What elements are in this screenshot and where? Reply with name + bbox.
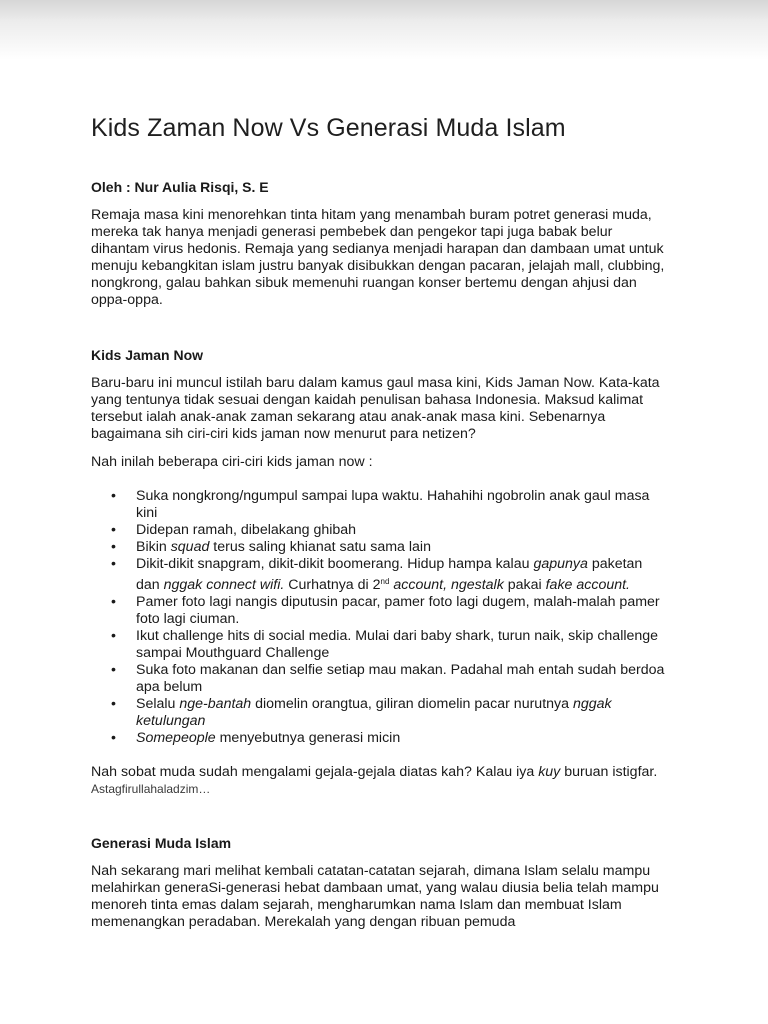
author-line: Oleh : Nur Aulia Risqi, S. E: [91, 179, 269, 195]
italic-text: fake account.: [545, 577, 631, 593]
text-line: [136, 730, 691, 747]
text-line: [136, 539, 691, 556]
text-run: Dikit-dikit snapgram, dikit-dikit boomerang. Hidup hampa kalau: [136, 556, 534, 572]
italic-text: Somepeople: [136, 730, 216, 746]
bullet-icon: •: [111, 628, 116, 644]
list-item: [91, 662, 691, 696]
italic-text: nge-bantah: [179, 696, 252, 712]
closing-paragraph: [91, 764, 681, 781]
italic-text: nggak connect wifi.: [163, 577, 285, 593]
italic-text: kuy: [538, 764, 561, 780]
text-line: Suka foto makanan dan selfie setiap mau makan. Padahal mah entah sudah berdoa: [136, 662, 665, 678]
text-line: Remaja masa kini menorehkan tinta hitam yang menambah buram potret generasi muda,: [91, 207, 652, 223]
section2-paragraph: [91, 863, 681, 931]
text-line: Baru-baru ini muncul istilah baru dalam kamus gaul masa kini, Kids Jaman Now. Kata-kata: [91, 375, 660, 391]
text-line: [136, 696, 691, 713]
text-run: Selalu: [136, 696, 180, 712]
superscript: nd: [380, 577, 390, 586]
intro-paragraph: [91, 207, 681, 309]
bullet-icon: •: [111, 662, 116, 678]
text-line: sampai Mouthguard Challenge: [136, 645, 330, 661]
text-line: kini: [136, 505, 158, 521]
list-item: [91, 522, 691, 539]
bullet-icon: •: [111, 539, 116, 555]
text-run: buruan istigfar.: [560, 764, 658, 780]
text-line: foto lagi ciuman.: [136, 611, 240, 627]
section-heading-generasi-muda-islam: Generasi Muda Islam: [91, 835, 232, 851]
text-line: Suka nongkrong/ngumpul sampai lupa waktu. Hahahihi ngobrolin anak gaul masa: [136, 488, 650, 504]
list-item: [91, 628, 691, 662]
text-line: apa belum: [136, 679, 203, 695]
bullet-icon: •: [111, 488, 116, 504]
text-line: tersebut ialah anak-anak zaman sekarang atau anak-anak masa kini. Sebenarnya: [91, 409, 606, 425]
bullet-icon: •: [111, 696, 116, 712]
list-item: [91, 730, 691, 747]
text-line: melahirkan generaSi-generasi hebat dambaan umat, yang walau diusia belia telah mampu: [91, 880, 659, 896]
text-line: dihantam virus hedonis. Remaja yang sedianya menjadi harapan dan dambaan umat untuk: [91, 241, 664, 257]
text-line: Pamer foto lagi nangis diputusin pacar, pamer foto lagi dugem, malah-malah pamer: [136, 594, 660, 610]
text-line: [136, 573, 691, 594]
text-line: Nah inilah beberapa ciri-ciri kids jaman now :: [91, 454, 373, 470]
bullet-icon: •: [111, 522, 116, 538]
text-run: diomelin orangtua, giliran diomelin pacar nurutnya: [251, 696, 573, 712]
text-line: bagaimana sih ciri-ciri kids jaman now menurut para netizen?: [91, 426, 476, 442]
list-item: [91, 488, 691, 522]
text-line: [91, 764, 681, 781]
text-line: [136, 713, 691, 730]
viewer-top-shadow: [0, 0, 768, 60]
document-title: Kids Zaman Now Vs Generasi Muda Islam: [91, 114, 566, 142]
list-item: [91, 594, 691, 628]
italic-text: squad: [170, 539, 210, 555]
characteristics-list: [91, 488, 691, 747]
text-run: Nah sobat muda sudah mengalami gejala-gejala diatas kah? Kalau iya: [91, 764, 539, 780]
text-run: paketan: [587, 556, 643, 572]
text-run: pakai: [503, 577, 546, 593]
text-run: dan: [136, 577, 164, 593]
text-line: Nah sekarang mari melihat kembali catatan-catatan sejarah, dimana Islam selalu mampu: [91, 863, 651, 879]
italic-text: gapunya: [533, 556, 588, 572]
list-intro: [91, 454, 681, 471]
text-run: terus saling khianat satu sama lain: [209, 539, 431, 555]
list-item: [91, 539, 691, 556]
text-line: yang tentunya tidak sesuai dengan kaidah penulisan bahasa Indonesia. Maksud kalimat: [91, 392, 644, 408]
text-line: [136, 556, 691, 573]
text-line: Ikut challenge hits di social media. Mulai dari baby shark, turun naik, skip challenge: [136, 628, 659, 644]
text-line: oppa-oppa.: [91, 292, 163, 308]
section-heading-kids-jaman-now: Kids Jaman Now: [91, 347, 204, 363]
text-run: Bikin: [136, 539, 171, 555]
bullet-icon: •: [111, 556, 116, 572]
section1-paragraph: [91, 375, 681, 443]
bullet-icon: •: [111, 594, 116, 610]
text-run: menyebutnya generasi micin: [215, 730, 401, 746]
text-line: Didepan ramah, dibelakang ghibah: [136, 522, 357, 538]
bullet-icon: •: [111, 730, 116, 746]
text-line: menuju kebangkitan islam justru banyak disibukkan dengan pacaran, jelajah mall, clubbing,: [91, 258, 665, 274]
italic-text: account, ngestalk: [393, 577, 504, 593]
text-line: memenangkan peradaban. Merekalah yang dengan ribuan pemuda: [91, 914, 516, 930]
istigfar-line: Astagfirullahaladzim…: [91, 782, 211, 796]
text-line: nongkrong, galau bahkan sibuk memenuhi ruangan konser bertemu dengan ahjusi dan: [91, 275, 637, 291]
text-line: menoreh tinta emas dalam sejarah, mengharumkan nama Islam dan membuat Islam: [91, 897, 622, 913]
text-line: mereka tak hanya menjadi generasi pembebek dan pengekor tapi juga babak belur: [91, 224, 613, 240]
italic-text: nggak: [572, 696, 612, 712]
text-run: Curhatnya di 2: [284, 577, 381, 593]
list-item: [91, 696, 691, 730]
italic-text: ketulungan: [136, 713, 206, 729]
list-item: [91, 556, 691, 594]
